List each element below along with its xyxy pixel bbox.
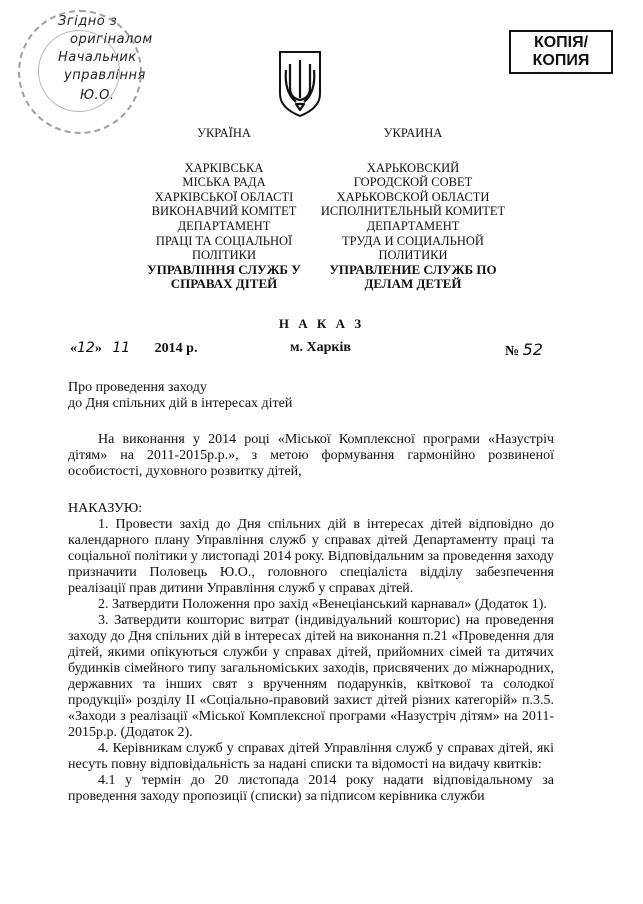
header-line: ДЕПАРТАМЕНТ <box>177 218 271 233</box>
header-russian <box>318 126 508 292</box>
date-close-quote: » <box>94 341 102 356</box>
order-item: 4. Керівникам служб у справах дітей Управління служб у справах дітей, які несуть повну відповідальність за надані списки та відомості на видачу квитків: <box>68 741 554 772</box>
header-country: УКРАЇНА <box>197 126 251 140</box>
header-line: ХАРКІВСЬКОЇ ОБЛАСТІ <box>154 189 294 204</box>
header-line: ВИКОНАВЧИЙ КОМІТЕТ <box>151 204 297 219</box>
header-line: ПРАЦІ ТА СОЦІАЛЬНОЇ <box>155 233 293 248</box>
header-line: ХАРЬКОВСКОЙ ОБЛАСТИ <box>336 189 490 204</box>
handwritten-note-line: управління <box>64 68 146 83</box>
document-place: м. Харків <box>290 340 351 355</box>
order-word: НАКАЗУЮ: <box>68 501 143 516</box>
header-line: ХАРКІВСЬКА <box>184 160 264 175</box>
handwritten-note-line: Начальник <box>58 50 137 65</box>
header-line: ПОЛІТИКИ <box>191 248 257 263</box>
document-title: Н А К А З <box>278 316 365 331</box>
order-item: 2. Затвердити Положення про захід «Венеціанський карнавал» (Додаток 1). <box>98 597 547 612</box>
order-item: 3. Затвердити кошторис витрат (індивідуальний кошторис) на проведення заходу до Дня спільних дій в інтересах дітей на виконання п.21 «Проведення для дітей, якими опікуються служби у справах дітей, прийомних сімей та дитячих будинків сімейного типу загальноміських заходів, присвячених до міжнародних, державних та інших свят з врученням подарунків, квіткової та солодкої продукції» розділу ІІ «Соціально-правовий захист дітей різних категорій» п.3.5. «Заходи з реалізації «Міської Комплексної програми «Назустріч дітям» на 2011-2015р.р. (Додаток 2). <box>68 613 554 740</box>
handwritten-note-line: Ю.О. <box>80 88 115 103</box>
document-date <box>70 340 197 357</box>
header-line: ГОРОДСКОЙ СОВЕТ <box>353 175 473 190</box>
header-line: ПОЛИТИКИ <box>378 248 448 263</box>
date-year: 2014 р. <box>154 341 198 356</box>
header-country: УКРАИНА <box>383 126 443 140</box>
date-open-quote: « <box>70 341 77 356</box>
subject-line: до Дня спільних дій в інтересах дітей <box>68 396 293 411</box>
order-item: 4.1 у термін до 20 листопада 2014 року надати відповідальному за проведення заходу пропозиції (списки) за підписом керівника служби <box>68 773 554 804</box>
subject-line: Про проведення заходу <box>68 380 207 395</box>
order-item: 1. Провести захід до Дня спільних дій в інтересах дітей відповідно до календарного плану Управління служб у справах дітей Департаменту праці та соціальної політики у листопаді 2014 року. Відповідальним за проведення заходу призначити Половець Ю.О., головного спеціаліста відділу забезпечення реалізації прав дитини Управління служб у справах дітей. <box>68 517 554 596</box>
header-strong-line: УПРАВЛЕНИЕ СЛУЖБ ПО <box>329 261 497 277</box>
header-line: ТРУДА И СОЦИАЛЬНОЙ <box>342 233 484 248</box>
header-line: ДЕПАРТАМЕНТ <box>366 218 460 233</box>
copy-stamp <box>509 30 613 74</box>
preamble-text: На виконання у 2014 році «Міської Комплексної програми «Назустріч дітям» на 2011-2015р.р.», з метою формування гармонійно розвиненої особистості, духовного розвитку дітей, <box>68 432 554 479</box>
document-number <box>505 340 543 360</box>
number-label: № <box>505 344 520 359</box>
preamble <box>68 432 554 480</box>
order-section <box>68 501 554 805</box>
header-line: МІСЬКА РАДА <box>182 175 266 190</box>
header-ukrainian <box>144 126 304 292</box>
handwritten-note-line: оригіналом <box>70 32 153 47</box>
copy-stamp-line: КОПИЯ <box>532 52 590 69</box>
date-day: 12 <box>77 340 95 356</box>
header-strong-line: УПРАВЛІННЯ СЛУЖБ У <box>147 261 301 277</box>
header-strong-line: ДЕЛАМ ДЕТЕЙ <box>364 276 462 292</box>
header-line: ИСПОЛНИТЕЛЬНЫЙ КОМИТЕТ <box>320 204 506 219</box>
number-value: 52 <box>522 340 543 359</box>
date-month: 11 <box>112 340 131 356</box>
header-strong-line: СПРАВАХ ДІТЕЙ <box>170 276 278 292</box>
header-line: ХАРЬКОВСКИЙ <box>366 160 460 175</box>
handwritten-note-line: Згідно з <box>58 14 118 29</box>
coat-of-arms-trident-icon <box>274 48 326 120</box>
document-subject <box>68 380 292 412</box>
copy-stamp-line: КОПІЯ/ <box>533 34 589 51</box>
